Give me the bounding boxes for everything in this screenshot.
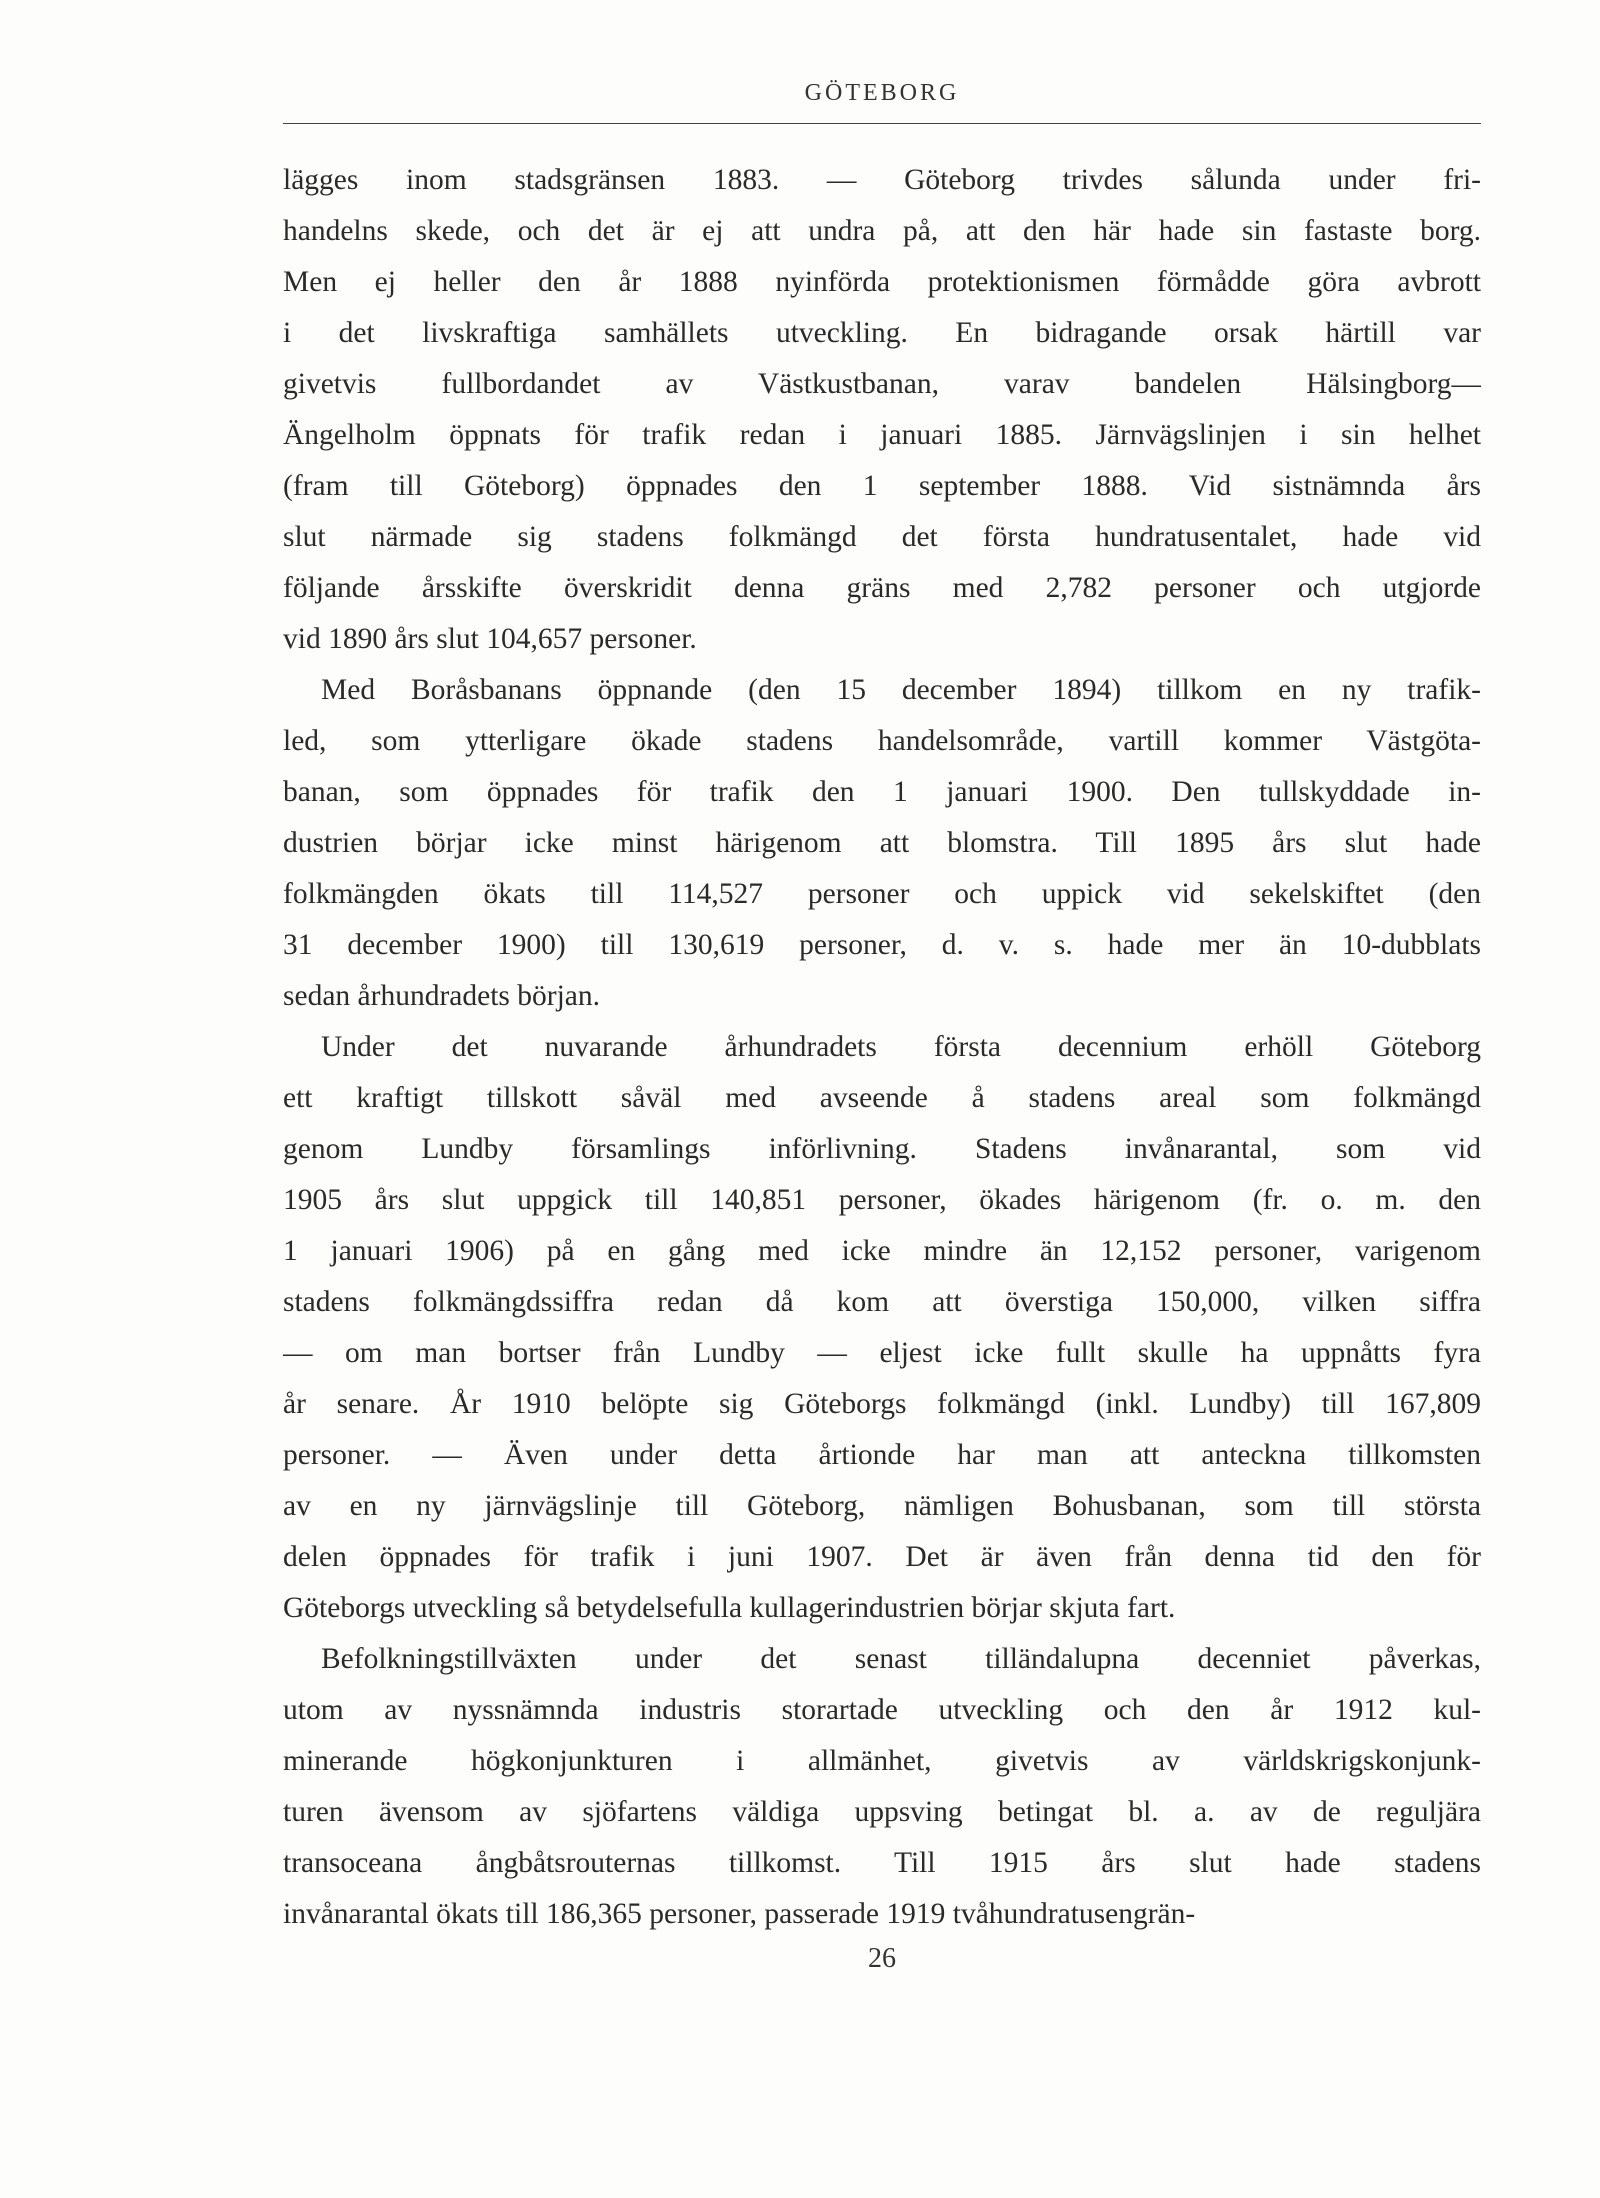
text-line: (fram till Göteborg) öppnades den 1 september 1888. Vid sistnämnda års: [283, 470, 1481, 502]
text-line: dustrien börjar icke minst härigenom att blomstra. Till 1895 års slut hade: [283, 827, 1481, 859]
text-line: slut närmade sig stadens folkmängd det första hundratusentalet, hade vid: [283, 521, 1481, 553]
text-line: följande årsskifte överskridit denna gräns med 2,782 personer och utgjorde: [283, 572, 1481, 604]
text-line: utom av nyssnämnda industris storartade utveckling och den år 1912 kul-: [283, 1694, 1481, 1726]
text-line: i det livskraftiga samhällets utveckling. En bidragande orsak härtill var: [283, 317, 1481, 349]
text-line: 1 januari 1906) på en gång med icke mindre än 12,152 personer, varigenom: [283, 1235, 1481, 1267]
paragraph: [283, 1022, 1481, 1634]
text-line: givetvis fullbordandet av Västkustbanan, varav bandelen Hälsingborg—: [283, 368, 1481, 400]
text-line: personer. — Även under detta årtionde har man att anteckna tillkomsten: [283, 1439, 1481, 1471]
text-line: stadens folkmängdssiffra redan då kom att överstiga 150,000, vilken siffra: [283, 1286, 1481, 1318]
page-number: 26: [868, 1943, 896, 1974]
text-line: av en ny järnvägslinje till Göteborg, nämligen Bohusbanan, som till största: [283, 1490, 1481, 1522]
text-line: Göteborgs utveckling så betydelsefulla kullagerindustrien börjar skjuta fart.: [283, 1592, 1176, 1624]
text-line: vid 1890 års slut 104,657 personer.: [283, 623, 697, 655]
text-line: genom Lundby församlings införlivning. Stadens invånarantal, som vid: [283, 1133, 1481, 1165]
text-line: lägges inom stadsgränsen 1883. — Göteborg trivdes sålunda under fri-: [283, 164, 1481, 196]
text-line: sedan århundradets början.: [283, 980, 601, 1012]
text-line: minerande högkonjunkturen i allmänhet, givetvis av världskrigskonjunk-: [283, 1745, 1481, 1777]
text-line: delen öppnades för trafik i juni 1907. Det är även från denna tid den för: [283, 1541, 1481, 1573]
text-line: folkmängden ökats till 114,527 personer och uppick vid sekelskiftet (den: [283, 878, 1481, 910]
paragraph: [283, 155, 1481, 665]
running-head: GÖTEBORG: [804, 80, 960, 106]
text-line: invånarantal ökats till 186,365 personer, passerade 1919 tvåhundratusengrän-: [283, 1898, 1196, 1930]
text-line: 1905 års slut uppgick till 140,851 personer, ökades härigenom (fr. o. m. den: [283, 1184, 1481, 1216]
text-line: Med Boråsbanans öppnande (den 15 december 1894) tillkom en ny trafik-: [321, 674, 1481, 706]
text-line: Ängelholm öppnats för trafik redan i januari 1885. Järnvägslinjen i sin helhet: [283, 419, 1481, 451]
body-text: [283, 155, 1481, 1940]
text-line: år senare. År 1910 belöpte sig Göteborgs folkmängd (inkl. Lundby) till 167,809: [283, 1388, 1481, 1420]
text-line: led, som ytterligare ökade stadens handelsområde, vartill kommer Västgöta-: [283, 725, 1481, 757]
paragraph: [283, 1634, 1481, 1940]
text-line: transoceana ångbåtsrouternas tillkomst. Till 1915 års slut hade stadens: [283, 1847, 1481, 1879]
text-line: handelns skede, och det är ej att undra på, att den här hade sin fastaste borg.: [283, 215, 1481, 247]
text-line: ett kraftigt tillskott såväl med avseende å stadens areal som folkmängd: [283, 1082, 1481, 1114]
text-line: — om man bortser från Lundby — eljest icke fullt skulle ha uppnåtts fyra: [283, 1337, 1481, 1369]
paragraph: [283, 665, 1481, 1022]
text-line: banan, som öppnades för trafik den 1 januari 1900. Den tullskyddade in-: [283, 776, 1481, 808]
text-line: 31 december 1900) till 130,619 personer, d. v. s. hade mer än 10-dubblats: [283, 929, 1481, 961]
text-line: Befolkningstillväxten under det senast tilländalupna decenniet påverkas,: [321, 1643, 1481, 1675]
text-line: Under det nuvarande århundradets första decennium erhöll Göteborg: [321, 1031, 1481, 1063]
header-rule: [283, 123, 1481, 124]
text-line: turen ävensom av sjöfartens väldiga uppsving betingat bl. a. av de reguljära: [283, 1796, 1481, 1828]
text-line: Men ej heller den år 1888 nyinförda protektionismen förmådde göra avbrott: [283, 266, 1481, 298]
